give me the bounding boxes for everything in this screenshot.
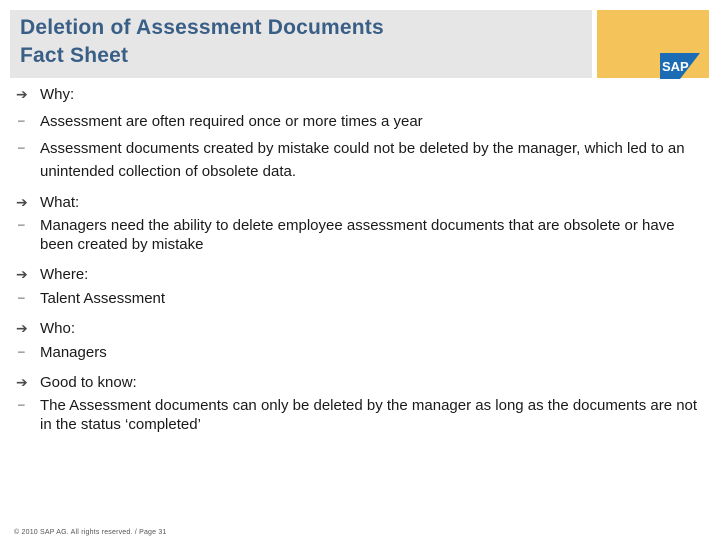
dash-icon: – xyxy=(18,113,25,127)
list-item-text: Assessment documents created by mistake could not be deleted by the manager, which led to an unintended collection of obsolete data. xyxy=(40,140,685,180)
heading-label: Where: xyxy=(40,266,89,283)
dash-icon: – xyxy=(18,217,25,231)
heading-label: Why: xyxy=(40,86,75,103)
list-item-text: Talent Assessment xyxy=(40,290,166,307)
heading-label: What: xyxy=(40,194,80,211)
footer-copyright: © 2010 SAP AG. All rights reserved. / Page 31 xyxy=(14,529,167,536)
dash-icon: – xyxy=(18,344,25,358)
slide-title: Deletion of Assessment Documents Fact Sheet xyxy=(20,16,384,67)
sap-logo-text: SAP xyxy=(662,59,689,74)
heading-label: Who: xyxy=(40,320,76,337)
arrow-icon: ➔ xyxy=(16,266,28,282)
dash-icon: – xyxy=(18,397,25,411)
arrow-icon: ➔ xyxy=(16,320,28,336)
arrow-icon: ➔ xyxy=(16,374,28,390)
list-item-text: The Assessment documents can only be deleted by the manager as long as the documents are not in the status ‘completed’ xyxy=(40,397,698,433)
list-item-text: Managers need the ability to delete employee assessment documents that are obsolete or have been created by mistake xyxy=(40,217,675,253)
arrow-icon: ➔ xyxy=(16,194,28,210)
list-item-text: Managers xyxy=(40,344,107,361)
dash-icon: – xyxy=(18,290,25,304)
dash-icon: – xyxy=(18,140,25,154)
list-item-text: Assessment are often required once or more times a year xyxy=(40,113,423,130)
heading-label: Good to know: xyxy=(40,374,137,391)
sap-logo xyxy=(660,53,700,79)
arrow-icon: ➔ xyxy=(16,86,28,102)
